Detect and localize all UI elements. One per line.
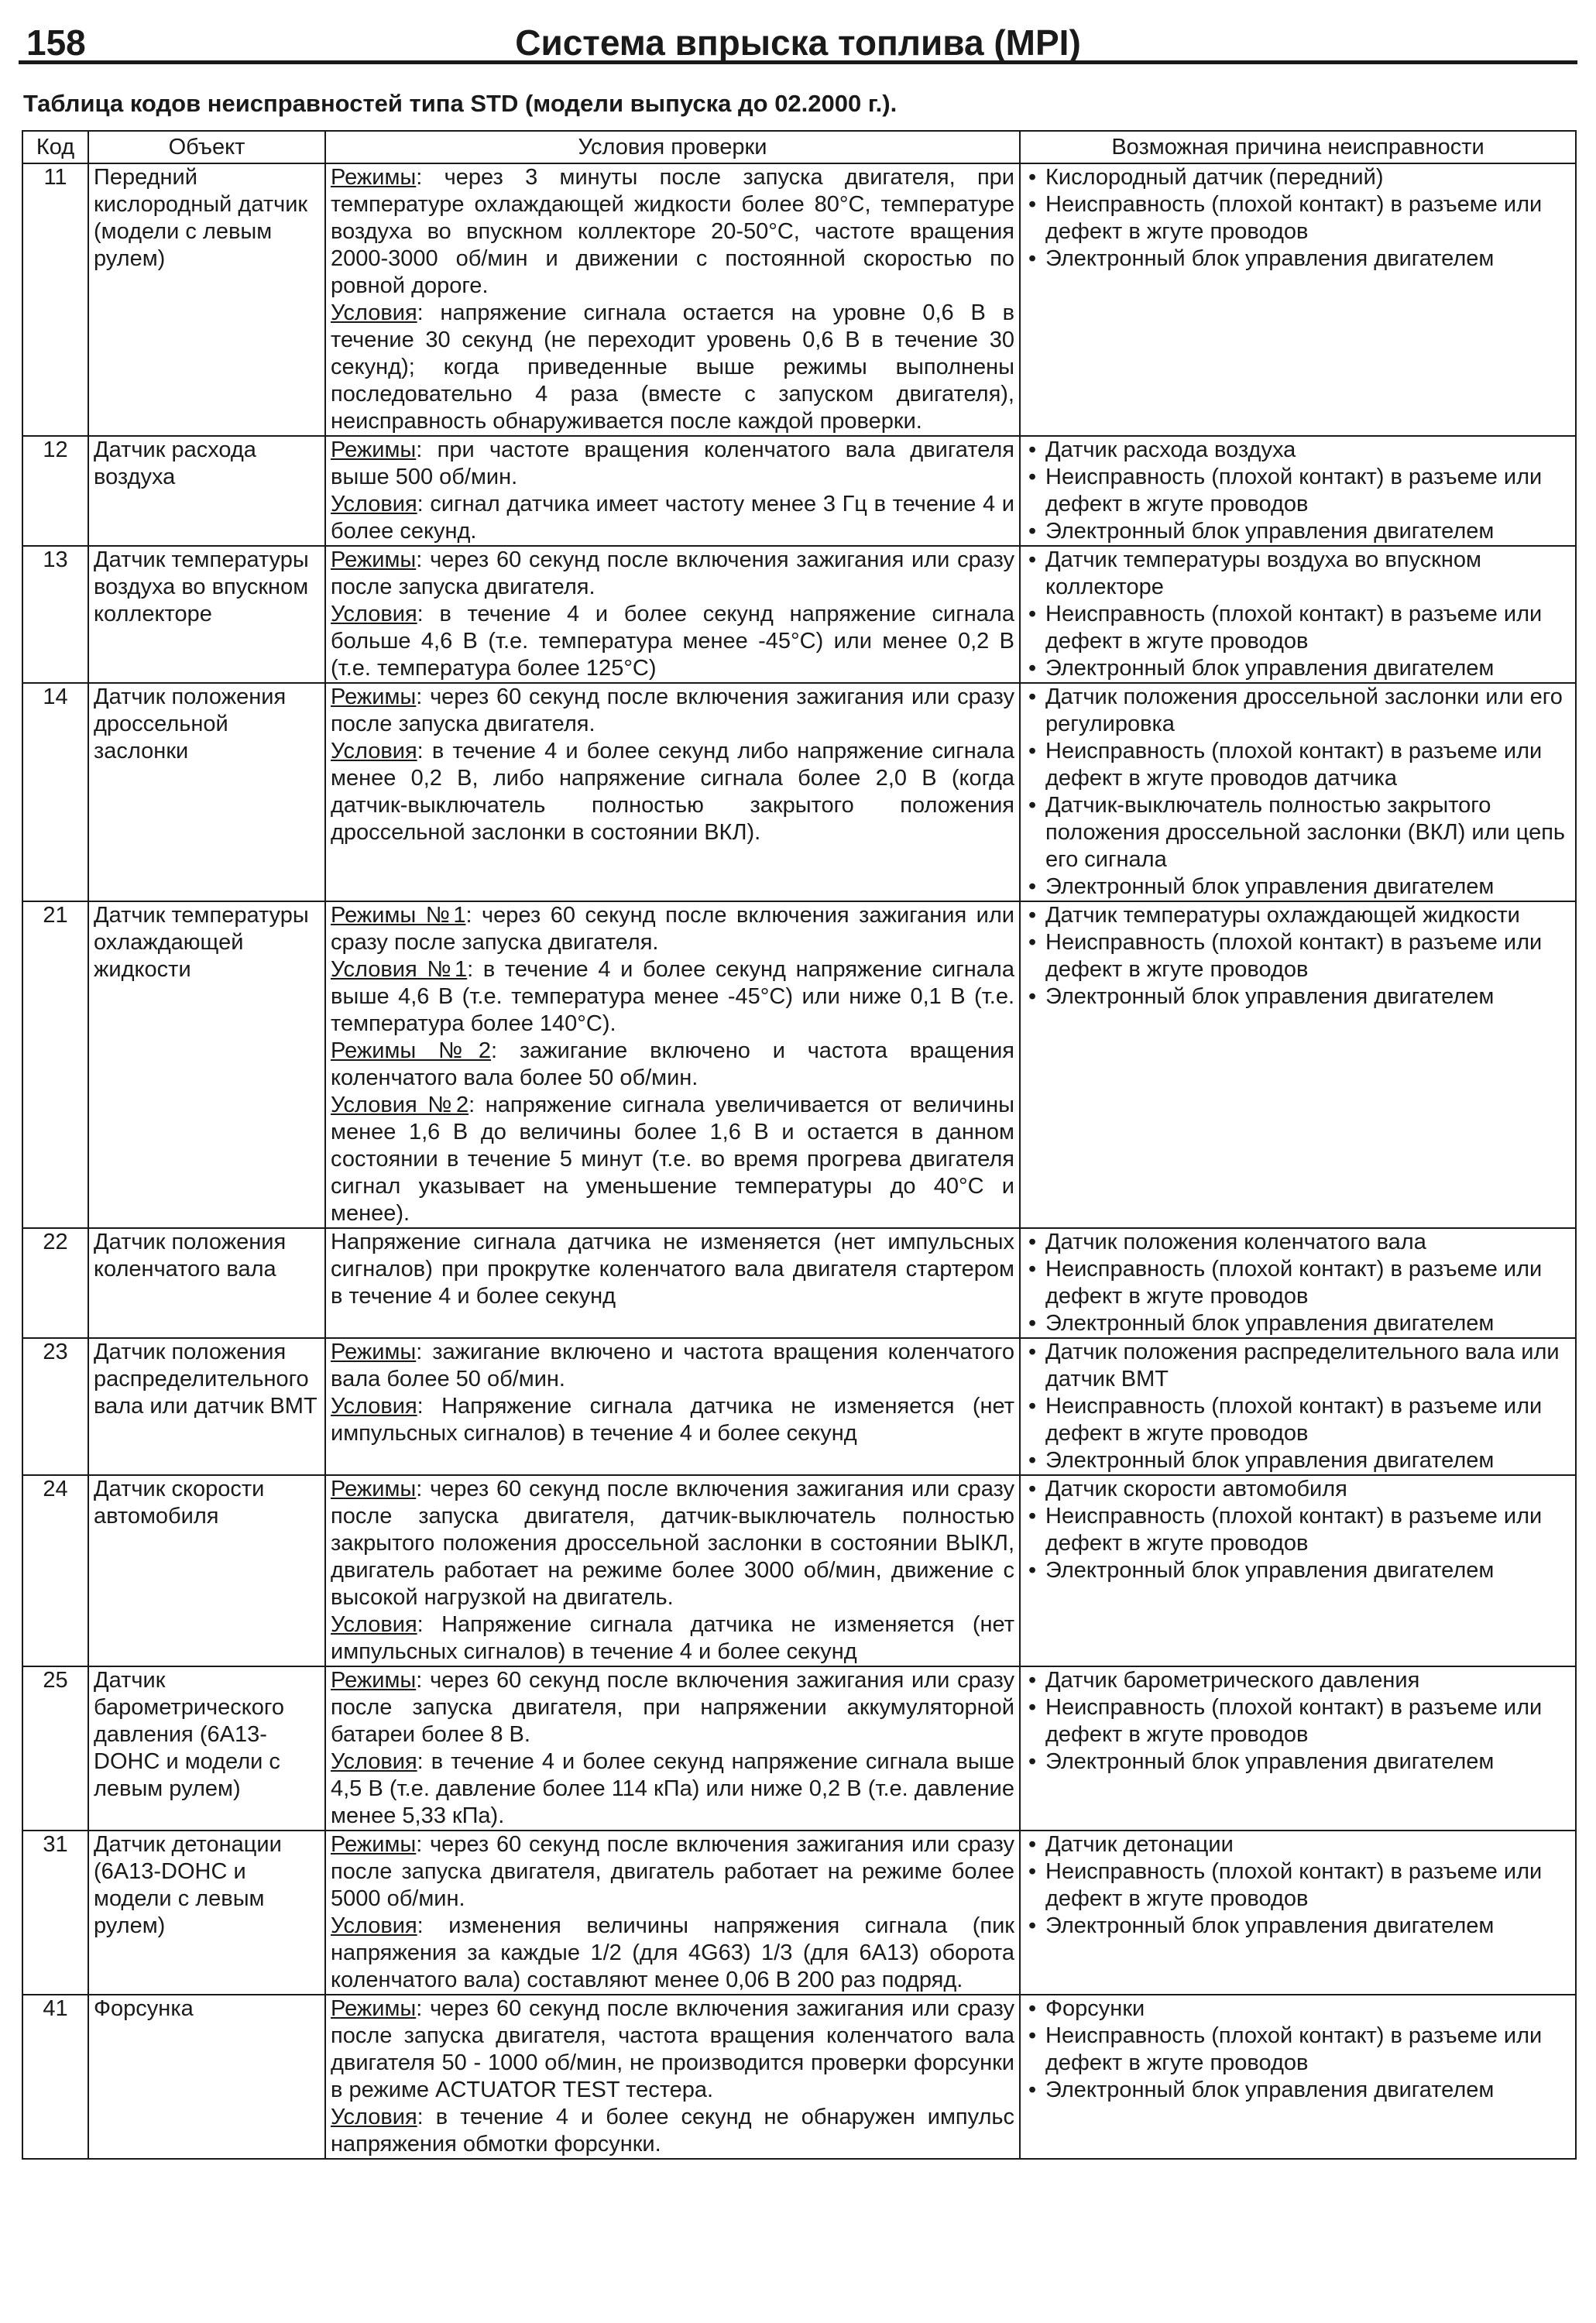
cause-item: • Электронный блок управления двигателем bbox=[1025, 1913, 1570, 1940]
page-number: 158 bbox=[26, 22, 86, 63]
condition-text: : зажигание включено и частота вращения коленчатого вала более 50 об/мин. bbox=[331, 1340, 1014, 1391]
cause-item: • Неисправность (плохой контакт) в разъеме или дефект в жгуте проводов bbox=[1025, 2023, 1570, 2077]
condition-label: Условия №2 bbox=[331, 1093, 469, 1117]
table-row bbox=[22, 1228, 1576, 1338]
cause-item: • Электронный блок управления двигателем bbox=[1025, 2077, 1570, 2104]
table-row bbox=[22, 901, 1576, 1228]
condition-text: : напряжение сигнала остается на уровне 0,6 В в течение 30 секунд (не переходит уровень 0,6 В в течение 30 секунд); когда приведенные выше режимы выполнены последовательно 4 раза (вместе с запуском двигателя), неисправность обнаруживается после каждой проверки. bbox=[331, 300, 1014, 434]
table-header-row bbox=[22, 131, 1576, 163]
condition-text: : изменения величины напряжения сигнала (пик напряжения за каждые 1/2 (для 4G63) 1/3 (для 6А13) оборота коленчатого вала) составляют менее 0,06 В 200 раз подряд. bbox=[331, 1913, 1014, 1992]
condition-text: : напряжение сигнала увеличивается от величины менее 1,6 В до величины более 1,6 В и остается в данном состоянии в течение 5 минут (т.е. во время прогрева двигателя сигнал указывает на уменьшение температуры до 40°С и менее). bbox=[331, 1093, 1014, 1226]
condition-label: Режимы bbox=[331, 1996, 417, 2021]
condition-text: : в течение 4 и более секунд напряжение сигнала выше 4,6 В (т.е. температура менее -45°С) или ниже 0,1 В (т.е. температура более 140°С). bbox=[331, 957, 1014, 1036]
condition-paragraph bbox=[331, 1339, 1014, 1393]
cell-conditions bbox=[325, 1666, 1020, 1831]
condition-label: Режимы №1 bbox=[331, 903, 466, 928]
cause-list bbox=[1025, 1339, 1570, 1474]
cause-list bbox=[1025, 1229, 1570, 1337]
cause-item: • Датчик детонации bbox=[1025, 1831, 1570, 1858]
condition-paragraph bbox=[331, 684, 1014, 738]
cell-conditions bbox=[325, 1475, 1020, 1666]
condition-text: : при частоте вращения коленчатого вала двигателя выше 500 об/мин. bbox=[331, 437, 1014, 489]
cell-causes bbox=[1020, 436, 1576, 546]
cell-object: Передний кислородный датчик (модели с левым рулем) bbox=[88, 163, 325, 436]
table-row bbox=[22, 1995, 1576, 2159]
condition-label: Условия bbox=[331, 1749, 417, 1774]
cause-item: • Электронный блок управления двигателем bbox=[1025, 655, 1570, 682]
table-caption: Таблица кодов неисправностей типа STD (модели выпуска до 02.2000 г.). bbox=[23, 90, 898, 117]
cause-item: • Неисправность (плохой контакт) в разъеме или дефект в жгуте проводов bbox=[1025, 464, 1570, 518]
fault-codes-table bbox=[22, 130, 1577, 2160]
condition-text: : в течение 4 и более секунд либо напряжение сигнала менее 0,2 В, либо напряжение сигнала более 2,0 В (когда датчик-выключатель полностью закрытого положения дроссельной заслонки в состоянии ВКЛ). bbox=[331, 739, 1014, 845]
condition-label: Условия bbox=[331, 492, 417, 516]
cause-item: • Датчик положения распределительного вала или датчик ВМТ bbox=[1025, 1339, 1570, 1393]
condition-text: : через 3 минуты после запуска двигателя, при температуре охлаждающей жидкости более 80°С, температуре воздуха во впускном коллекторе 20-50°С, частоте вращения 2000-3000 об/мин и движении с постоянной скоростью по ровной дороге. bbox=[331, 165, 1014, 298]
table-body bbox=[22, 163, 1576, 2159]
cell-code: 12 bbox=[22, 436, 88, 546]
condition-paragraph bbox=[331, 956, 1014, 1038]
cause-list bbox=[1025, 1476, 1570, 1584]
condition-text: : через 60 секунд после включения зажигания или сразу после запуска двигателя, датчик-выключатель полностью закрытого положения дроссельной заслонки в состоянии ВЫКЛ, двигатель работает на режиме более 3000 об/мин, движение с высокой нагрузкой на двигатель. bbox=[331, 1477, 1014, 1610]
condition-text: : через 60 секунд после включения зажигания или сразу после запуска двигателя, при напряжении аккумуляторной батареи более 8 В. bbox=[331, 1668, 1014, 1747]
condition-paragraph bbox=[331, 2104, 1014, 2158]
condition-paragraph bbox=[331, 1393, 1014, 1447]
condition-paragraph bbox=[331, 1611, 1014, 1666]
cell-conditions bbox=[325, 683, 1020, 901]
cell-code: 24 bbox=[22, 1475, 88, 1666]
condition-text: : через 60 секунд после включения зажигания или сразу после запуска двигателя. bbox=[331, 547, 1014, 599]
cause-list bbox=[1025, 684, 1570, 901]
column-header-causes: Возможная причина неисправности bbox=[1020, 131, 1576, 163]
condition-paragraph bbox=[331, 1229, 1014, 1310]
cell-causes bbox=[1020, 901, 1576, 1228]
cell-causes bbox=[1020, 683, 1576, 901]
cause-list bbox=[1025, 1995, 1570, 2104]
page-header bbox=[19, 17, 1577, 64]
cause-item: • Электронный блок управления двигателем bbox=[1025, 1557, 1570, 1584]
cause-list bbox=[1025, 1667, 1570, 1776]
cause-item: • Электронный блок управления двигателем bbox=[1025, 873, 1570, 901]
condition-label: Режимы bbox=[331, 165, 417, 190]
cell-conditions bbox=[325, 1831, 1020, 1995]
condition-text: : в течение 4 и более секунд не обнаружен импульс напряжения обмотки форсунки. bbox=[331, 2105, 1014, 2157]
table-row bbox=[22, 546, 1576, 683]
condition-paragraph bbox=[331, 738, 1014, 846]
condition-paragraph bbox=[331, 1476, 1014, 1611]
column-header-object: Объект bbox=[88, 131, 325, 163]
cell-object: Датчик температуры воздуха во впускном коллекторе bbox=[88, 546, 325, 683]
cell-causes bbox=[1020, 1666, 1576, 1831]
cell-conditions bbox=[325, 1995, 1020, 2159]
cause-list bbox=[1025, 902, 1570, 1011]
cell-causes bbox=[1020, 546, 1576, 683]
cell-object: Датчик расхода воздуха bbox=[88, 436, 325, 546]
condition-paragraph bbox=[331, 902, 1014, 956]
cause-item: • Электронный блок управления двигателем bbox=[1025, 518, 1570, 545]
cause-item: • Датчик температуры охлаждающей жидкости bbox=[1025, 902, 1570, 929]
condition-paragraph bbox=[331, 1748, 1014, 1830]
condition-label: Режимы bbox=[331, 1668, 417, 1693]
cause-item: • Электронный блок управления двигателем bbox=[1025, 983, 1570, 1011]
condition-label: Условия bbox=[331, 1394, 417, 1419]
cell-object: Датчик положения распределительного вала или датчик ВМТ bbox=[88, 1338, 325, 1475]
cell-conditions bbox=[325, 1228, 1020, 1338]
cell-code: 14 bbox=[22, 683, 88, 901]
cause-item: • Неисправность (плохой контакт) в разъеме или дефект в жгуте проводов bbox=[1025, 929, 1570, 983]
condition-label: Режимы bbox=[331, 1832, 417, 1857]
cell-causes bbox=[1020, 1995, 1576, 2159]
cell-object: Датчик детонации (6А13-DOHC и модели с левым рулем) bbox=[88, 1831, 325, 1995]
cell-conditions bbox=[325, 901, 1020, 1228]
cell-code: 41 bbox=[22, 1995, 88, 2159]
condition-text: : через 60 секунд после включения зажигания или сразу после запуска двигателя. bbox=[331, 903, 1014, 955]
condition-label: Режимы bbox=[331, 1477, 417, 1501]
cause-item: • Неисправность (плохой контакт) в разъеме или дефект в жгуте проводов bbox=[1025, 1393, 1570, 1447]
condition-label: Условия bbox=[331, 739, 417, 763]
cell-object: Датчик положения коленчатого вала bbox=[88, 1228, 325, 1338]
condition-label: Условия bbox=[331, 602, 417, 626]
cell-object: Датчик скорости автомобиля bbox=[88, 1475, 325, 1666]
cause-item: • Форсунки bbox=[1025, 1995, 1570, 2023]
cause-list bbox=[1025, 547, 1570, 682]
condition-text: : зажигание включено и частота вращения коленчатого вала более 50 об/мин. bbox=[331, 1038, 1015, 1090]
cause-item: • Электронный блок управления двигателем bbox=[1025, 1310, 1570, 1337]
condition-label: Условия bbox=[331, 1913, 417, 1938]
cause-item: • Неисправность (плохой контакт) в разъеме или дефект в жгуте проводов bbox=[1025, 601, 1570, 655]
condition-paragraph bbox=[331, 491, 1014, 545]
condition-text: : Напряжение сигнала датчика не изменяется (нет импульсных сигналов) в течение 4 и более секунд bbox=[331, 1612, 1014, 1664]
condition-text: : сигнал датчика имеет частоту менее 3 Гц в течение 4 и более секунд. bbox=[331, 492, 1014, 544]
cause-item: • Электронный блок управления двигателем bbox=[1025, 245, 1570, 273]
cell-conditions bbox=[325, 546, 1020, 683]
cell-conditions bbox=[325, 436, 1020, 546]
condition-paragraph bbox=[331, 1913, 1014, 1994]
condition-label: Режимы bbox=[331, 1340, 417, 1364]
cell-causes bbox=[1020, 1831, 1576, 1995]
cell-causes bbox=[1020, 1338, 1576, 1475]
cell-code: 22 bbox=[22, 1228, 88, 1338]
cause-item: • Датчик положения дроссельной заслонки или его регулировка bbox=[1025, 684, 1570, 738]
condition-paragraph bbox=[331, 300, 1014, 435]
condition-paragraph bbox=[331, 437, 1014, 491]
cause-item: • Неисправность (плохой контакт) в разъеме или дефект в жгуте проводов bbox=[1025, 1256, 1570, 1310]
cause-item: • Датчик скорости автомобиля bbox=[1025, 1476, 1570, 1503]
cause-item: • Неисправность (плохой контакт) в разъеме или дефект в жгуте проводов bbox=[1025, 191, 1570, 245]
condition-paragraph bbox=[331, 1667, 1014, 1748]
cell-code: 11 bbox=[22, 163, 88, 436]
condition-paragraph bbox=[331, 1092, 1014, 1227]
cause-item: • Неисправность (плохой контакт) в разъеме или дефект в жгуте проводов датчика bbox=[1025, 738, 1570, 792]
cell-code: 23 bbox=[22, 1338, 88, 1475]
cell-code: 25 bbox=[22, 1666, 88, 1831]
table-row bbox=[22, 1831, 1576, 1995]
cause-item: • Неисправность (плохой контакт) в разъеме или дефект в жгуте проводов bbox=[1025, 1858, 1570, 1913]
cause-item: • Датчик барометрического давления bbox=[1025, 1667, 1570, 1694]
condition-paragraph bbox=[331, 1995, 1014, 2104]
cell-causes bbox=[1020, 1228, 1576, 1338]
condition-text: : через 60 секунд после включения зажигания или сразу после запуска двигателя, двигатель работает на режиме более 5000 об/мин. bbox=[331, 1832, 1014, 1911]
cell-object: Форсунка bbox=[88, 1995, 325, 2159]
condition-paragraph bbox=[331, 601, 1014, 682]
table-row bbox=[22, 436, 1576, 546]
cause-list bbox=[1025, 437, 1570, 545]
condition-text: : в течение 4 и более секунд напряжение сигнала выше 4,5 В (т.е. давление более 114 кПа) или ниже 0,2 В (т.е. давление менее 5,33 кПа). bbox=[331, 1749, 1014, 1828]
cause-item: • Датчик температуры воздуха во впускном коллекторе bbox=[1025, 547, 1570, 601]
cell-causes bbox=[1020, 1475, 1576, 1666]
condition-paragraph bbox=[331, 547, 1014, 601]
condition-text: : Напряжение сигнала датчика не изменяется (нет импульсных сигналов) в течение 4 и более секунд bbox=[331, 1394, 1014, 1446]
column-header-conditions: Условия проверки bbox=[325, 131, 1020, 163]
condition-text: : в течение 4 и более секунд напряжение сигнала больше 4,6 В (т.е. температура менее -45°С) или менее 0,2 В (т.е. температура более 125°С) bbox=[331, 602, 1014, 681]
cause-item: • Неисправность (плохой контакт) в разъеме или дефект в жгуте проводов bbox=[1025, 1694, 1570, 1748]
table-row bbox=[22, 1475, 1576, 1666]
cause-item: • Электронный блок управления двигателем bbox=[1025, 1748, 1570, 1776]
cause-item: • Электронный блок управления двигателем bbox=[1025, 1447, 1570, 1474]
condition-label: Условия bbox=[331, 1612, 417, 1637]
condition-label: Условия №1 bbox=[331, 957, 468, 982]
cell-object: Датчик температуры охлаждающей жидкости bbox=[88, 901, 325, 1228]
table-row bbox=[22, 1338, 1576, 1475]
cause-item: • Датчик-выключатель полностью закрытого положения дроссельной заслонки (ВКЛ) или цепь его сигнала bbox=[1025, 792, 1570, 873]
condition-label: Режимы bbox=[331, 685, 417, 709]
cell-code: 13 bbox=[22, 546, 88, 683]
cell-object: Датчик положения дроссельной заслонки bbox=[88, 683, 325, 901]
condition-label: Режимы bbox=[331, 437, 417, 462]
cell-code: 21 bbox=[22, 901, 88, 1228]
column-header-code: Код bbox=[22, 131, 88, 163]
condition-text: Напряжение сигнала датчика не изменяется (нет импульсных сигналов) при прокрутке коленчатого вала двигателя стартером в течение 4 и более секунд bbox=[331, 1230, 1014, 1309]
table-row bbox=[22, 683, 1576, 901]
cause-list bbox=[1025, 164, 1570, 273]
cell-object: Датчик барометрического давления (6А13-DOHC и модели с левым рулем) bbox=[88, 1666, 325, 1831]
condition-paragraph bbox=[331, 164, 1014, 300]
cell-causes bbox=[1020, 163, 1576, 436]
condition-paragraph bbox=[331, 1831, 1014, 1913]
cause-item: • Датчик положения коленчатого вала bbox=[1025, 1229, 1570, 1256]
condition-paragraph bbox=[331, 1038, 1014, 1092]
condition-text: : через 60 секунд после включения зажигания или сразу после запуска двигателя, частота вращения коленчатого вала двигателя 50 - 1000 об/мин, не производится проверки форсунки в режиме ACTUATOR TEST тестера. bbox=[331, 1996, 1014, 2102]
cause-list bbox=[1025, 1831, 1570, 1940]
cause-item: • Датчик расхода воздуха bbox=[1025, 437, 1570, 464]
cell-conditions bbox=[325, 1338, 1020, 1475]
condition-label: Режимы bbox=[331, 547, 417, 572]
table-row bbox=[22, 1666, 1576, 1831]
page-title: Система впрыска топлива (MPI) bbox=[515, 22, 1081, 63]
cause-item: • Неисправность (плохой контакт) в разъеме или дефект в жгуте проводов bbox=[1025, 1503, 1570, 1557]
cause-item: • Кислородный датчик (передний) bbox=[1025, 164, 1570, 191]
condition-label: Условия bbox=[331, 300, 417, 325]
table-row bbox=[22, 163, 1576, 436]
condition-label: Режимы №2 bbox=[331, 1038, 492, 1063]
cell-conditions bbox=[325, 163, 1020, 436]
cell-code: 31 bbox=[22, 1831, 88, 1995]
condition-label: Условия bbox=[331, 2105, 417, 2129]
condition-text: : через 60 секунд после включения зажигания или сразу после запуска двигателя. bbox=[331, 685, 1014, 736]
